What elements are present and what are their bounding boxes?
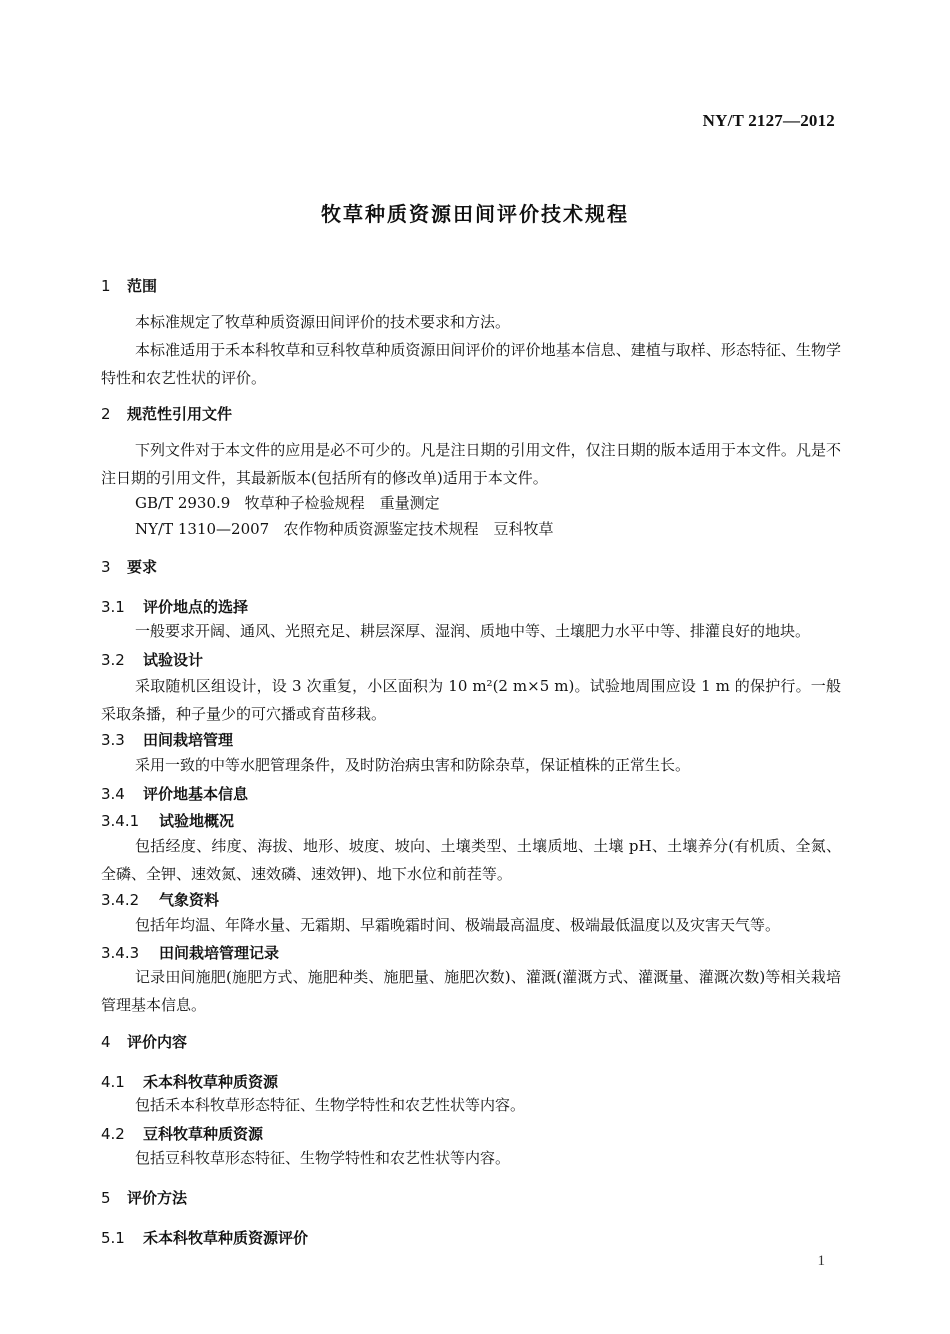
document-title: 牧草种质资源田间评价技术规程 [321,202,629,226]
section-number: 3 [101,558,111,576]
section-heading-2 [101,403,232,424]
paragraph: 一般要求开阔、通风、光照充足、耕层深厚、湿润、质地中等、土壤肥力水平中等、排灌良好的地块。 [135,622,811,640]
section-number: 4.1 [101,1073,125,1091]
section-title: 范围 [127,277,158,295]
section-heading-4-1 [101,1071,278,1092]
section-number: 3.4 [101,785,125,803]
paragraph: 采用一致的中等水肥管理条件，及时防治病虫害和防除杂草，保证植株的正常生长。 [135,756,691,774]
section-title: 气象资料 [159,891,220,909]
paragraph: 本标准适用于禾本科牧草和豆科牧草种质资源田间评价的评价地基本信息、建植与取样、形态特征、生物学特性和农艺性状的评价。 [101,341,841,387]
section-title: 评价内容 [127,1033,188,1051]
paragraph: 采取随机区组设计，设 3 次重复，小区面积为 10 m²(2 m×5 m)。试验地周围应设 1 m 的保护行。一般采取条播，种子量少的可穴播或育苗移栽。 [101,677,841,723]
paragraph: 包括经度、纬度、海拔、地形、坡度、坡向、土壤类型、土壤质地、土壤 pH、土壤养分(有机质、全氮、全磷、全钾、速效氮、速效磷、速效钾)、地下水位和前茬等。 [101,837,841,883]
section-title: 禾本科牧草种质资源 [143,1073,279,1091]
section-title: 评价方法 [127,1189,188,1207]
reference-item [135,492,440,513]
paragraph: 本标准规定了牧草种质资源田间评价的技术要求和方法。 [135,313,511,331]
section-number: 3.4.1 [101,812,140,830]
section-heading-1 [101,275,157,296]
section-heading-4-2 [101,1123,263,1144]
paragraph: 包括豆科牧草形态特征、生物学特性和农艺性状等内容。 [135,1149,511,1167]
section-title: 规范性引用文件 [127,405,233,423]
section-number: 5.1 [101,1229,125,1247]
reference-name: 牧草种子检验规程 重量测定 [244,494,440,512]
paragraph: 记录田间施肥(施肥方式、施肥种类、施肥量、施肥次数)、灌溉(灌溉方式、灌溉量、灌溉次数)等相关栽培管理基本信息。 [101,968,841,1014]
standard-code: NY/T 2127—2012 [702,111,835,130]
section-heading-3-4-1 [101,810,234,831]
section-number: 3.4.3 [101,944,140,962]
section-title: 评价地点的选择 [143,598,249,616]
section-number: 2 [101,405,111,423]
section-number: 3.1 [101,598,125,616]
reference-code: NY/T 1310—2007 [135,520,270,538]
reference-item [135,518,554,539]
section-heading-4 [101,1031,187,1052]
section-title: 田间栽培管理 [143,731,234,749]
section-title: 要求 [127,558,158,576]
paragraph: 包括禾本科牧草形态特征、生物学特性和农艺性状等内容。 [135,1096,526,1114]
reference-name: 农作物种质资源鉴定技术规程 豆科牧草 [283,520,554,538]
section-heading-3-4 [101,783,248,804]
section-heading-3-4-2 [101,889,219,910]
section-title: 评价地基本信息 [143,785,249,803]
section-number: 1 [101,277,111,295]
page-number: 1 [817,1253,825,1269]
section-number: 4.2 [101,1125,125,1143]
section-number: 3.4.2 [101,891,140,909]
section-heading-3 [101,556,157,577]
section-number: 5 [101,1189,111,1207]
section-heading-5 [101,1187,187,1208]
paragraph: 下列文件对于本文件的应用是必不可少的。凡是注日期的引用文件，仅注日期的版本适用于本文件。凡是不注日期的引用文件，其最新版本(包括所有的修改单)适用于本文件。 [101,441,841,487]
section-title: 试验地概况 [159,812,235,830]
section-number: 3.3 [101,731,125,749]
section-number: 3.2 [101,651,125,669]
section-title: 试验设计 [143,651,204,669]
section-title: 禾本科牧草种质资源评价 [143,1229,309,1247]
reference-code: GB/T 2930.9 [135,494,231,512]
section-number: 4 [101,1033,111,1051]
paragraph: 包括年均温、年降水量、无霜期、早霜晚霜时间、极端最高温度、极端最低温度以及灾害天气等。 [135,916,781,934]
section-heading-3-2 [101,649,203,670]
section-heading-3-4-3 [101,942,279,963]
section-title: 豆科牧草种质资源 [143,1125,264,1143]
section-title: 田间栽培管理记录 [159,944,280,962]
section-heading-5-1 [101,1227,308,1248]
section-heading-3-3 [101,729,233,750]
section-heading-3-1 [101,596,248,617]
